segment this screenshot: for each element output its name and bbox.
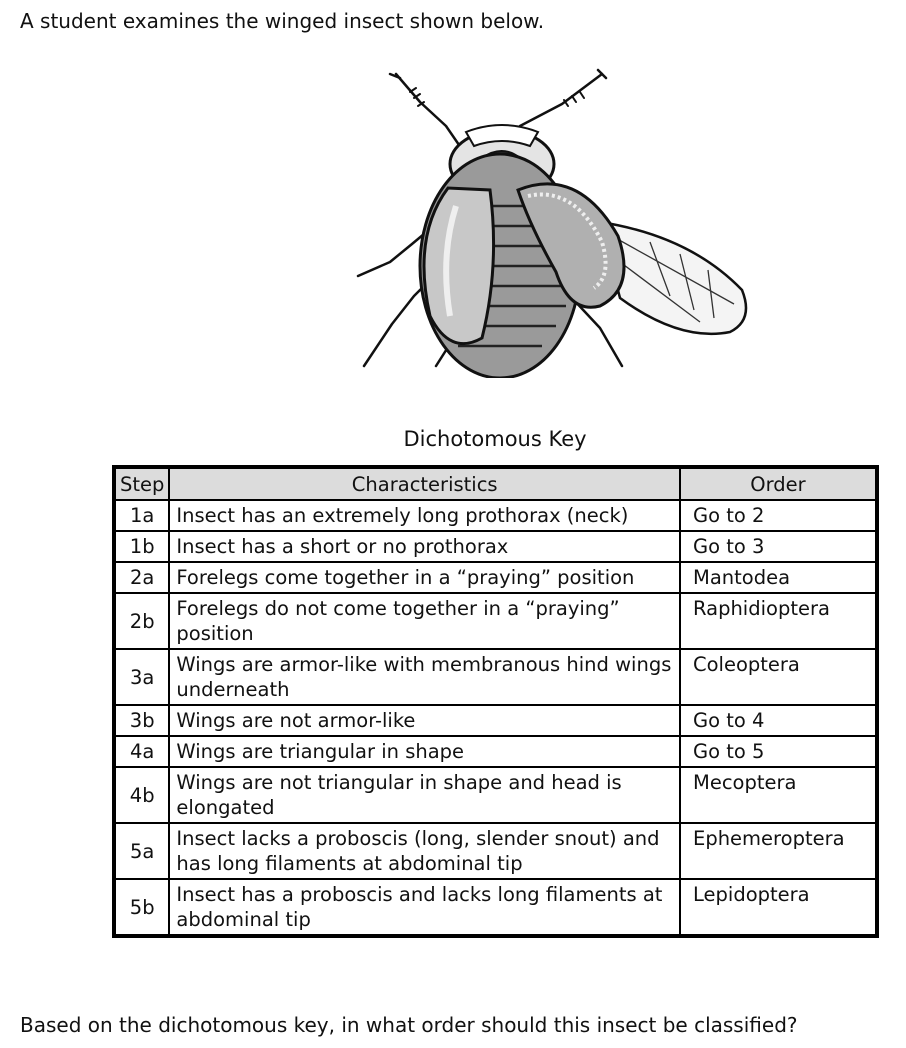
key-title: Dichotomous Key [403,427,587,451]
characteristic-cell: Insect has a short or no prothorax [169,531,680,562]
order-cell: Go to 3 [680,531,877,562]
question-text: Based on the dichotomous key, in what order should this insect be classified? [20,1013,798,1037]
characteristic-cell: Wings are armor-like with membranous hind wings underneath [169,649,680,705]
characteristic-cell: Wings are not triangular in shape and head is elongated [169,767,680,823]
order-cell: Mecoptera [680,767,877,823]
step-cell: 1b [114,531,169,562]
characteristic-cell: Insect lacks a proboscis (long, slender snout) and has long filaments at abdominal tip [169,823,680,879]
table-row [114,736,877,767]
table-row [114,562,877,593]
table-row [114,879,877,936]
order-cell: Lepidoptera [680,879,877,936]
step-cell: 4a [114,736,169,767]
step-cell: 5b [114,879,169,936]
characteristic-cell: Forelegs do not come together in a “praying” position [169,593,680,649]
characteristic-cell: Insect has an extremely long prothorax (neck) [169,500,680,531]
order-cell: Go to 4 [680,705,877,736]
header-order: Order [680,467,877,500]
table-header-row [114,467,877,500]
characteristic-cell: Forelegs come together in a “praying” position [169,562,680,593]
characteristic-cell: Insect has a proboscis and lacks long filaments at abdominal tip [169,879,680,936]
table-row [114,705,877,736]
dichotomous-key-table [112,465,879,938]
header-step: Step [114,467,169,500]
order-cell: Mantodea [680,562,877,593]
header-characteristics: Characteristics [169,467,680,500]
order-cell: Go to 2 [680,500,877,531]
step-cell: 2a [114,562,169,593]
order-cell: Ephemeroptera [680,823,877,879]
table-row [114,823,877,879]
intro-text: A student examines the winged insect shown below. [20,9,545,33]
step-cell: 3b [114,705,169,736]
step-cell: 4b [114,767,169,823]
characteristic-cell: Wings are triangular in shape [169,736,680,767]
table-row [114,593,877,649]
step-cell: 1a [114,500,169,531]
table-row [114,767,877,823]
order-cell: Coleoptera [680,649,877,705]
order-cell: Raphidioptera [680,593,877,649]
table-row [114,531,877,562]
table-row [114,649,877,705]
characteristic-cell: Wings are not armor-like [169,705,680,736]
order-cell: Go to 5 [680,736,877,767]
step-cell: 3a [114,649,169,705]
step-cell: 2b [114,593,169,649]
beetle-icon [350,66,750,378]
table-row [114,500,877,531]
step-cell: 5a [114,823,169,879]
